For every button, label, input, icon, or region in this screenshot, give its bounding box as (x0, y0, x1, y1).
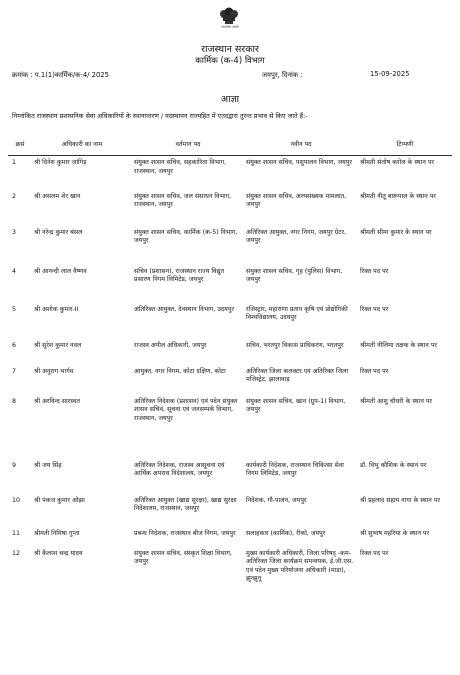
row-serial: 5 (12, 305, 17, 313)
row-serial: 11 (12, 529, 21, 537)
table-row (8, 494, 452, 527)
transfer-table (8, 141, 452, 591)
current-post: संयुक्त शासन सचिव, जल संसाधन विभाग, राजस्थान, जयपुर (134, 192, 232, 209)
new-post: सलाहकार (कार्मिक), रीको, जयपुर (246, 529, 326, 537)
order-intro: निम्नांकित राजस्थान प्रशासनिक सेवा अधिकारियों के स्थानान्तरण / पदस्थापन राज्यहित में एतदद्वारा तुरन्त प्रभाव से किए जाते हैं:- (12, 112, 308, 120)
current-post: अतिरिक्त निदेशक, राजस्व आसूचना एवं आर्थिक अपराध निदेशालय, जयपुर (134, 461, 225, 478)
remark: श्री प्रहलाद सहाय नागा के स्थान पर (360, 496, 440, 504)
table-row (8, 226, 452, 265)
date-value: 15-09-2025 (370, 70, 410, 78)
remark: रिक्त पद पर (360, 549, 389, 557)
remark: श्रीमती संतोष करोल के स्थान पर (360, 159, 434, 166)
new-post: अतिरिक्त आयुक्त, नगर निगम, जयपुर ग्रेटर, जयपुर (246, 228, 347, 245)
officer-name: श्री सुरेश कुमार नवल (34, 341, 82, 349)
row-serial: 2 (12, 192, 17, 200)
new-post: रजिस्ट्रार, महाराणा प्रताप कृषि एवं प्रोद्योगिकी विश्वविद्यालय, उदयपुर (246, 305, 348, 322)
row-serial: 6 (12, 341, 17, 349)
column-header-serial: क्रसं (8, 141, 32, 156)
reference-number (12, 70, 109, 79)
row-serial: 4 (12, 267, 17, 275)
remark: रिक्त पद पर (360, 267, 389, 275)
row-serial: 9 (12, 461, 17, 469)
table-row (8, 339, 452, 365)
table-header-row (8, 141, 452, 156)
officer-name: श्री नरेन्द्र कुमार बंसल (34, 228, 83, 236)
new-post: संयुक्त शासन सचिव, खान (ग्रुप-1) विभाग, जयपुर (246, 397, 346, 414)
officer-name: श्रीमती निमिषा गुप्ता (34, 529, 80, 537)
remark: रिक्त पद पर (360, 305, 389, 313)
row-serial: 7 (12, 367, 17, 375)
officer-name: श्री जय सिंह (34, 461, 62, 469)
table-row (8, 365, 452, 395)
current-post: सचिव (प्रशासन), राजस्थान राज्य विद्युत प्रसारण निगम लिमिटेड, जयपुर (134, 267, 225, 284)
officer-name: श्री अशोक कुमार-II (34, 305, 79, 313)
table-row (8, 527, 452, 547)
new-post: अतिरिक्त जिला कलक्टर एवं अतिरिक्त जिला मजिस्ट्रेट, झालावाड़ (246, 367, 349, 384)
current-post: संयुक्त शासन सचिव, कार्मिक (क-5) विभाग, जयपुर (134, 228, 238, 245)
current-post: आयुक्त, नगर निगम, कोटा दक्षिण, कोटा (134, 367, 226, 375)
current-post: राजस्व अपील अधिकारी, जयपुर (134, 341, 207, 349)
remark: श्रीमती नीलिमा तक्षक के स्थान पर (360, 341, 437, 349)
remark: श्री सुभाष महरिया के स्थान पर (360, 529, 430, 537)
new-post: संयुक्त शासन सचिव, अल्पसंख्यक मामलात, जयपुर (246, 192, 347, 209)
reference-number-value: प.1(1)कार्मिक/क-4/ 2025 (34, 71, 109, 79)
emblem-motto: सत्यमेव जयते (221, 25, 239, 29)
current-post: अतिरिक्त निदेशक (प्रशासन) एवं पदेन संयुक्त शासन सचिव, सूचना एवं जनसम्पर्क विभाग, राजस्थान, जयपुर (134, 397, 238, 422)
new-post: कार्यकारी निदेशक, राजस्थान चिकित्सा सेवा निगम लिमिटेड, जयपुर (246, 461, 344, 478)
state-emblem-icon (214, 3, 244, 27)
row-serial: 12 (12, 549, 21, 557)
row-serial: 1 (12, 159, 17, 166)
current-post: अतिरिक्त आयुक्त, देवस्थान विभाग, उदयपुर (134, 305, 234, 313)
table-row (8, 265, 452, 303)
row-serial: 10 (12, 496, 21, 504)
officer-name: श्री आनन्दी लाल वैष्णव (34, 267, 87, 275)
officer-name: श्री असलम शेर खान (34, 192, 81, 200)
department-title: कार्मिक (क-4) विभाग (195, 56, 265, 66)
column-header-new-post: नवीन पद (244, 141, 358, 156)
new-post: संयुक्त शासन सचिव, गृह (पुलिस) विभाग, जयपुर (246, 267, 343, 284)
table-row (8, 459, 452, 494)
table-row (8, 156, 452, 190)
remark: श्रीमती आशु चौधरी के स्थान पर (360, 397, 432, 405)
remark: रिक्त पद पर (360, 367, 389, 375)
column-header-officer: अधिकारी का नाम (32, 141, 132, 156)
officer-name: श्री अनुराग भार्गव (34, 367, 74, 375)
current-post: अतिरिक्त आयुक्त (खाद्य सुरक्षा), खाद्य सुरक्षा निदेशालय, राजस्थान, जयपुर (134, 496, 237, 513)
new-post: मुख्य कार्यकारी अधिकारी, जिला परिषद् -कम- अतिरिक्त जिला कार्यक्रम समन्वयक, ई.जी.एस. एवं पदेन मुख्य परियोजना अधिकारी (माडा), झुन्झुनू (246, 549, 354, 583)
table-row (8, 395, 452, 459)
column-header-current-post: वर्तमान पद (132, 141, 244, 156)
order-title: आज्ञा (220, 94, 240, 105)
table-row (8, 547, 452, 591)
current-post: प्रबन्ध निदेशक, राजस्थान बीज निगम, जयपुर (134, 529, 236, 537)
officer-name: श्री अरविन्द सारस्वत (34, 397, 80, 405)
officer-name: श्री दिनेश कुमार जांगिड़ (34, 159, 87, 166)
new-post: सचिव, भरतपुर विकास प्राधिकरण, भरतपुर (246, 341, 344, 349)
reference-number-label: क्रमांक : (12, 71, 33, 79)
officer-name: श्री पंकज कुमार ओझा (34, 496, 85, 504)
new-post: निदेशक, गौ-पालन, जयपुर (246, 496, 307, 504)
current-post: संयुक्त शासन सचिव, संस्कृत शिक्षा विभाग, जयपुर (134, 549, 232, 566)
current-post: संयुक्त शासन सचिव, सहकारिता विभाग, राजस्थान, जयपुर (134, 159, 227, 175)
new-post: संयुक्त शासन सचिव, पशुपालन विभाग, जयपुर (246, 159, 352, 166)
column-header-remark: टिप्पणी (358, 141, 452, 156)
remark: डॉ. विभु कौशिक के स्थान पर (360, 461, 427, 469)
row-serial: 3 (12, 228, 17, 236)
officer-name: श्री कैलाश चन्द्र यादव (34, 549, 83, 557)
remark: श्रीमती नीतू बारूपाल के स्थान पर (360, 192, 436, 200)
row-serial: 8 (12, 397, 17, 405)
government-title: राजस्थान सरकार (201, 44, 259, 55)
place-date-label: जयपुर, दिनांक : (262, 71, 303, 79)
table-row (8, 190, 452, 226)
remark: श्रीमती सीमा कुमार के स्थान पर (360, 228, 432, 236)
table-row (8, 303, 452, 339)
